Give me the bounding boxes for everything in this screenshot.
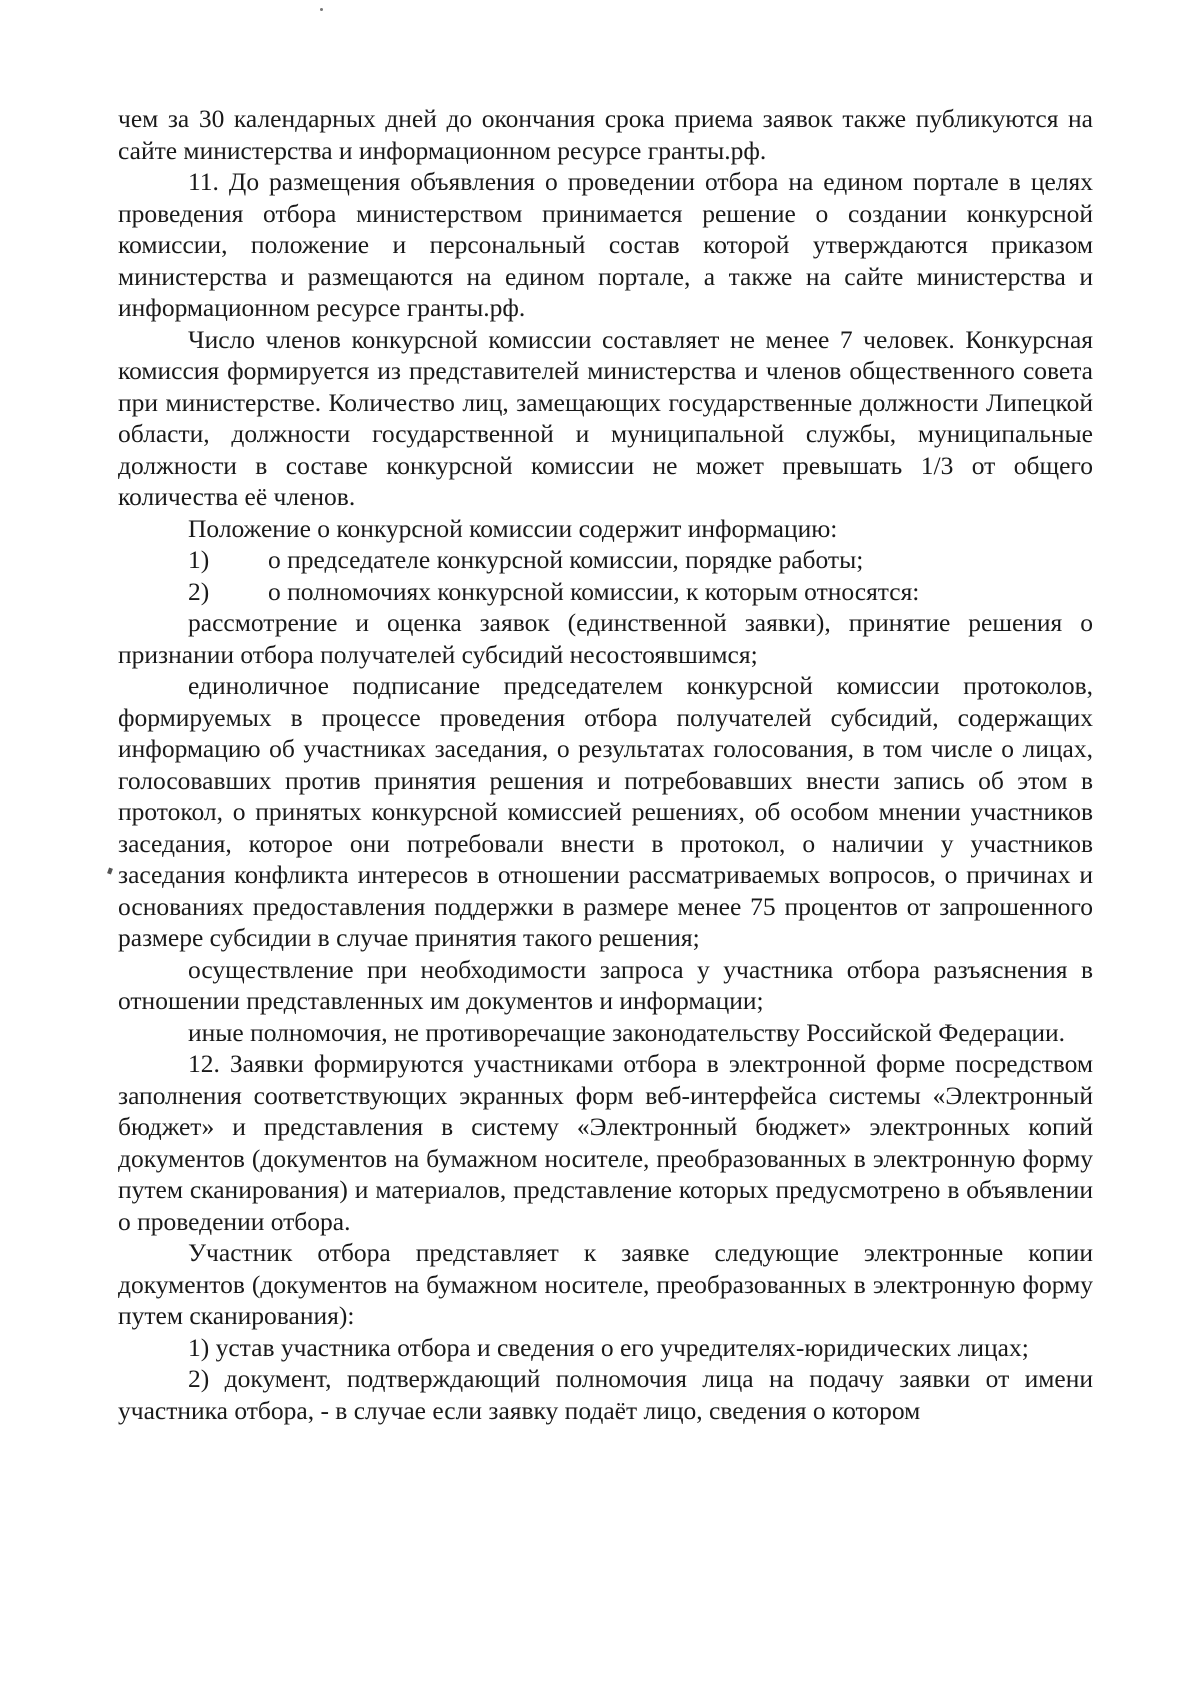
- paragraph-continuation: чем за 30 календарных дней до окончания срока приема заявок также публикуются на сайте министерства и информационном ресурсе гранты.рф.: [118, 104, 1093, 165]
- scan-artifact-dot: [320, 8, 323, 11]
- paragraph-doc-2: 2) документ, подтверждающий полномочия лица на подачу заявки от имени участника отбора, - в случае если заявку подаёт лицо, сведения о котором: [118, 1364, 1093, 1425]
- list-item-text: о председателе конкурсной комиссии, порядке работы;: [268, 545, 864, 574]
- list-item-number: 2): [188, 576, 210, 606]
- paragraph-clarification: осуществление при необходимости запроса у участника отбора разъяснения в отношении представленных им документов и информации;: [118, 954, 1093, 1015]
- paragraph-12: 12. Заявки формируются участниками отбора в электронной форме посредством заполнения соответствующих экранных форм веб-интерфейса системы «Электронный бюджет» и представления в систему «Электронный бюджет» электронных копий документов (документов на бумажном носителе, преобразованных в электронную форму путем сканирования) и материалов, представление которых предусмотрено в объявлении о проведении отбора.: [118, 1049, 1093, 1236]
- paragraph-documents-intro: Участник отбора представляет к заявке следующие электронные копии документов (документов на бумажном носителе, преобразованных в электронную форму путем сканирования):: [118, 1238, 1093, 1330]
- list-item-number: 1): [188, 545, 210, 574]
- document-page: [118, 103, 1093, 1426]
- paragraph-other-powers: иные полномочия, не противоречащие законодательству Российской Федерации.: [188, 1017, 1066, 1047]
- list-item: [118, 544, 1093, 576]
- scan-artifact-mark: [107, 867, 113, 874]
- paragraph-11: 11. До размещения объявления о проведении отбора на едином портале в целях проведения отбора министерством принимается решение о создании конкурсной комиссии, положение и персональный состав которой утверждаются приказом министерства и размещаются на едином портале, а также на сайте министерства и информационном ресурсе гранты.рф.: [118, 167, 1093, 322]
- paragraph-commission-regulation: Положение о конкурсной комиссии содержит информацию:: [188, 513, 838, 543]
- list-item-text: о полномочиях конкурсной комиссии, к которым относятся:: [268, 576, 920, 606]
- list-item: [118, 576, 1093, 608]
- paragraph-commission-members: Число членов конкурсной комиссии составляет не менее 7 человек. Конкурсная комиссия формируется из представителей министерства и членов общественного совета при министерстве. Количество лиц, замещающих государственные должности Липецкой области, должности государственной и муниципальной службы, муниципальные должности в составе конкурсной комиссии не может превышать 1/3 от общего количества её членов.: [118, 324, 1093, 511]
- paragraph-doc-1: 1) устав участника отбора и сведения о его учредителях-юридических лицах;: [188, 1332, 1029, 1362]
- paragraph-review: рассмотрение и оценка заявок (единственной заявки), принятие решения о признании отбора получателей субсидий несостоявшимся;: [118, 608, 1093, 669]
- paragraph-signing: единоличное подписание председателем конкурсной комиссии протоколов, формируемых в процессе проведения отбора получателей субсидий, содержащих информацию об участниках заседания, о результатах голосования, в том числе о лицах, голосовавших против принятия решения и потребовавших внести запись об этом в протокол, о принятых конкурсной комиссией решениях, об особом мнении участников заседания, которое они потребовали внести в протокол, о наличии у участников заседания конфликта интересов в отношении рассматриваемых вопросов, о причинах и основаниях предоставления поддержки в размере менее 75 процентов от запрошенного размере субсидии в случае принятия такого решения;: [118, 671, 1093, 952]
